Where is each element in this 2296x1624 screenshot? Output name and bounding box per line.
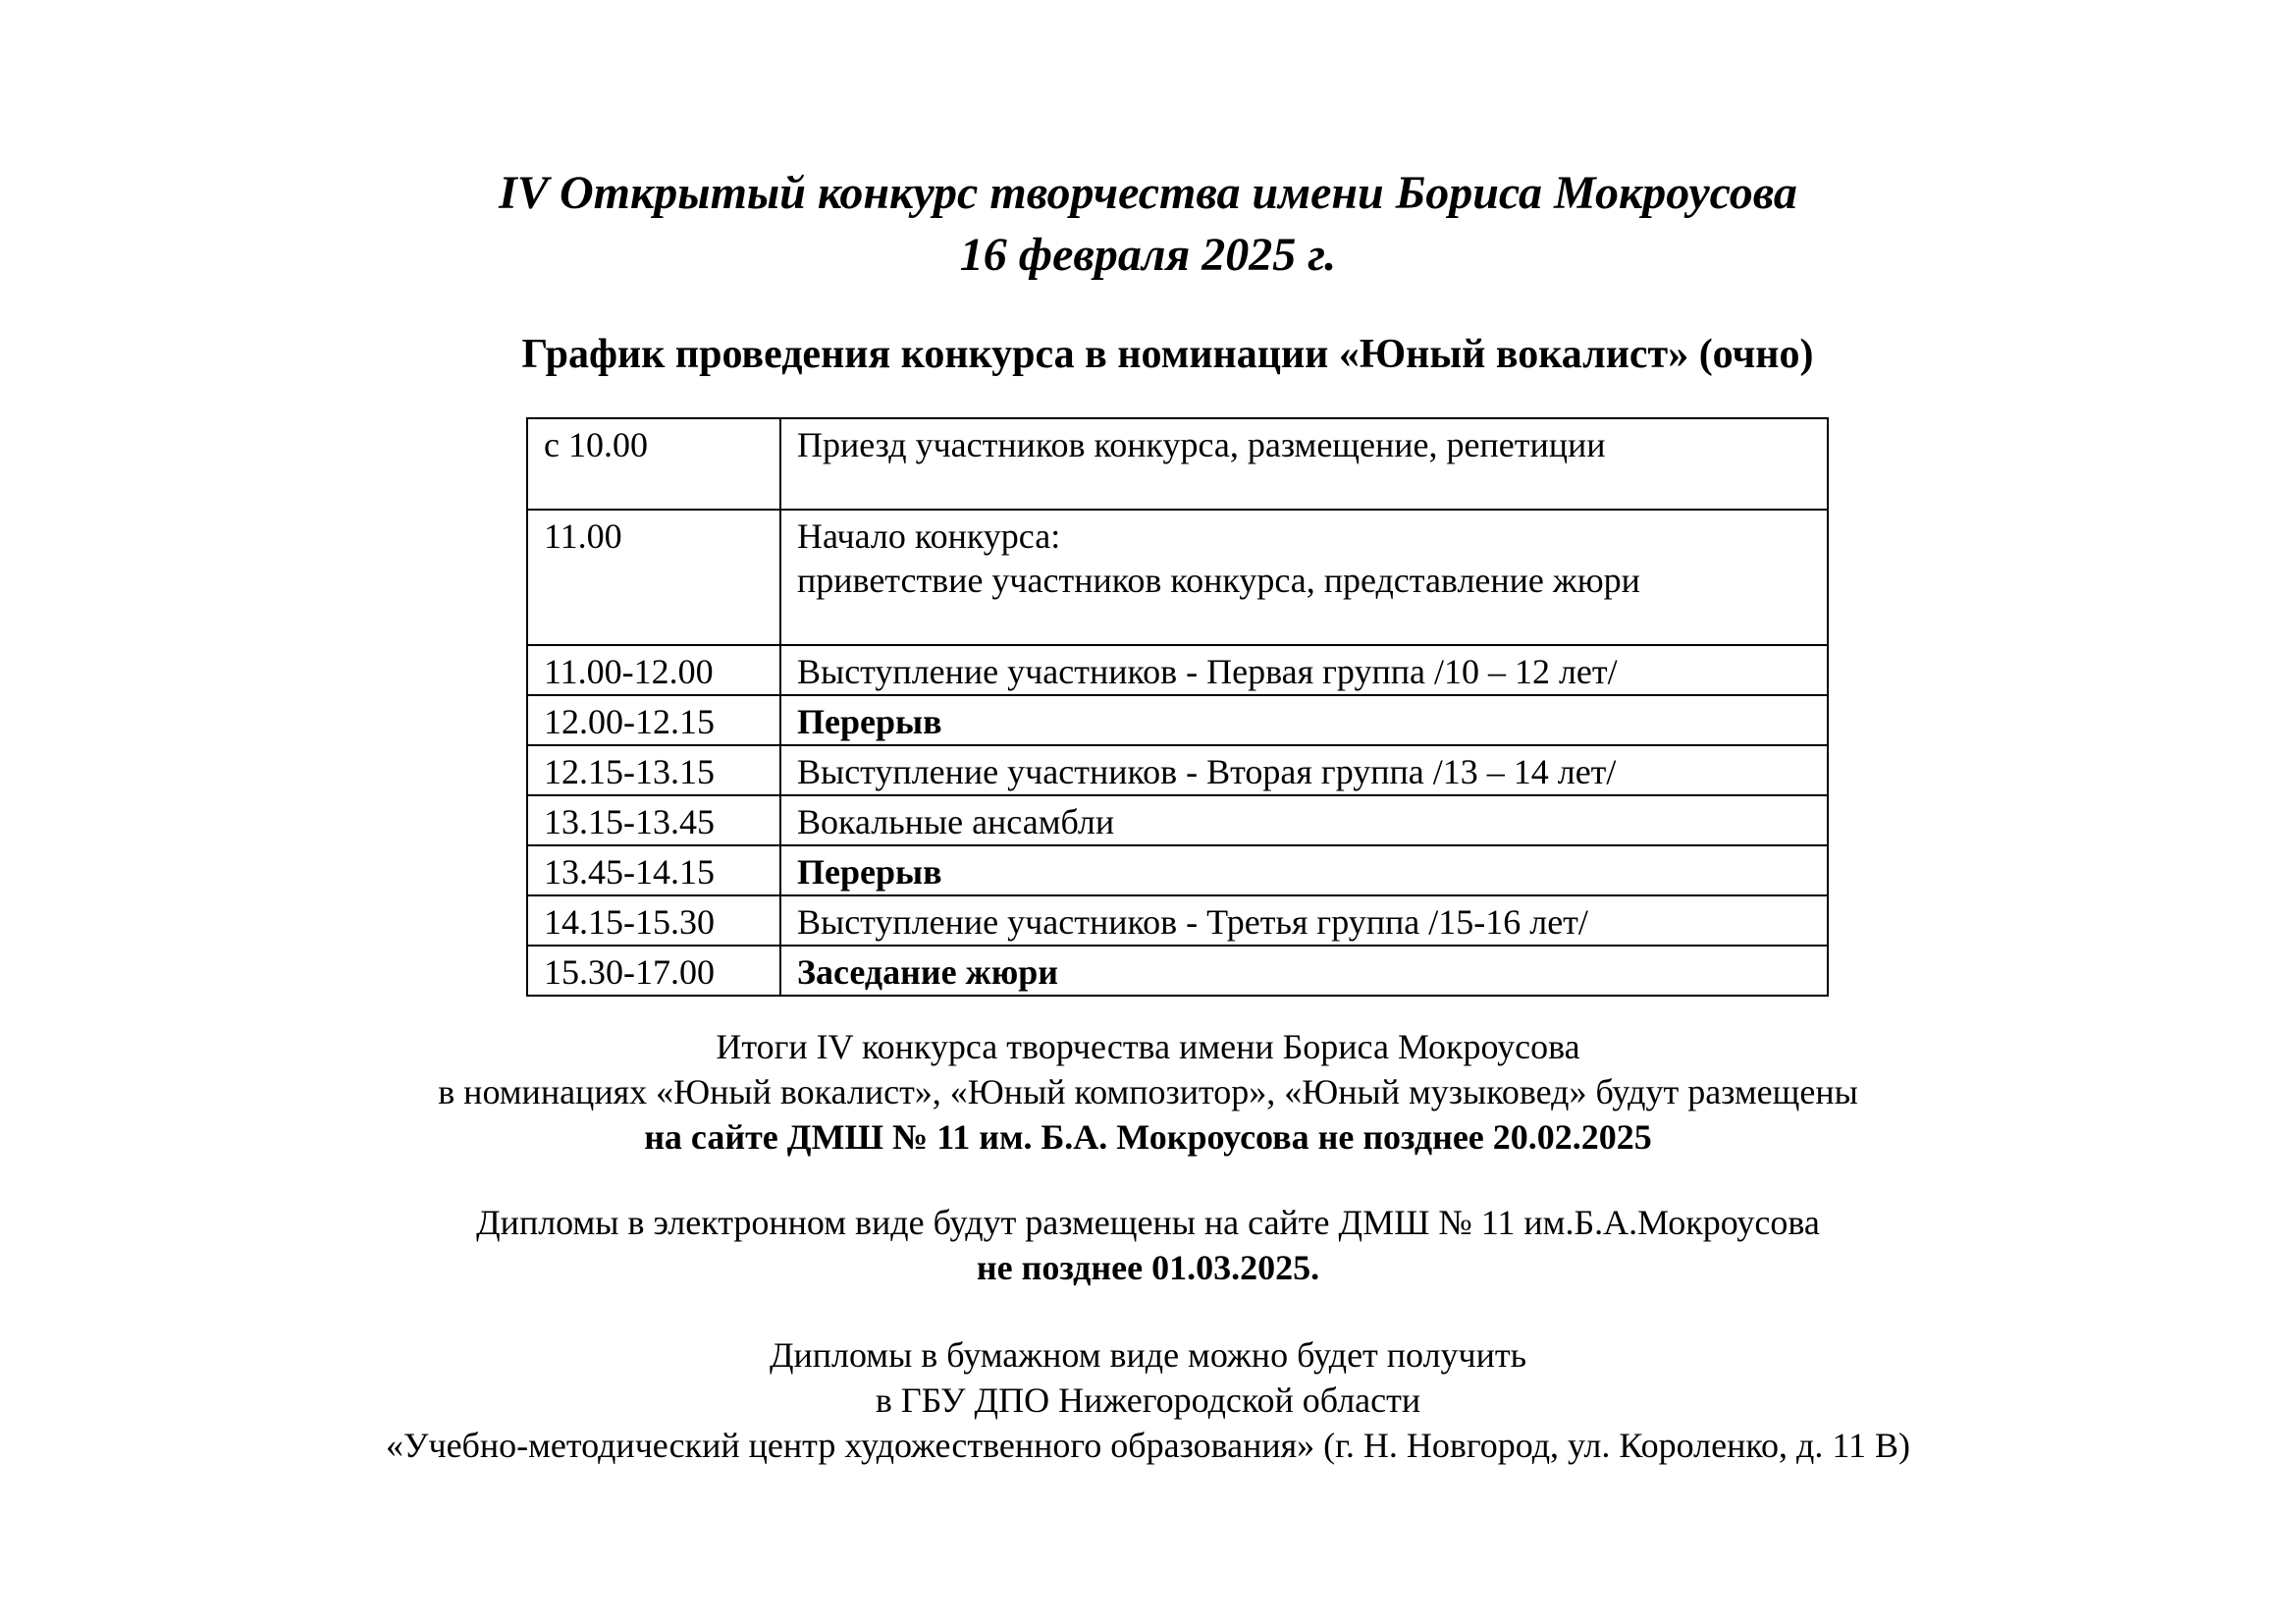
title-line-2: 16 февраля 2025 г. (959, 229, 1337, 281)
event-text: Приезд участников конкурса, размещение, репетиции (797, 425, 1606, 464)
electronic-diplomas-notice (0, 1200, 2296, 1290)
paper-diplomas-line-1: Дипломы в бумажном виде можно будет получить (769, 1335, 1527, 1375)
title-line-1: IV Открытый конкурс творчества имени Бориса Мокроусова (499, 167, 1797, 219)
event-text: Выступление участников - Третья группа /15-16 лет/ (797, 902, 1588, 942)
results-line-1: Итоги IV конкурса творчества имени Бориса Мокроусова (716, 1027, 1580, 1066)
time-cell: 12.00-12.15 (527, 695, 780, 745)
time-cell: 14.15-15.30 (527, 895, 780, 946)
time-cell: 15.30-17.00 (527, 946, 780, 996)
table-row (527, 510, 1828, 645)
time-cell: 11.00-12.00 (527, 645, 780, 695)
paper-diplomas-line-2: в ГБУ ДПО Нижегородской области (875, 1380, 1421, 1420)
results-line-3: на сайте ДМШ № 11 им. Б.А. Мокроусова не позднее 20.02.2025 (644, 1117, 1652, 1157)
event-text: Выступление участников - Первая группа /10 – 12 лет/ (797, 652, 1618, 691)
event-cell (780, 645, 1828, 695)
event-cell (780, 745, 1828, 795)
table-row (527, 645, 1828, 695)
event-cell (780, 895, 1828, 946)
event-text: Начало конкурса: (797, 516, 1061, 556)
table-row (527, 845, 1828, 895)
event-cell (780, 795, 1828, 845)
table-row (527, 946, 1828, 996)
table-row (527, 795, 1828, 845)
table-row (527, 745, 1828, 795)
event-cell (780, 510, 1828, 645)
event-text: Заседание жюри (797, 952, 1058, 992)
event-text: Вокальные ансамбли (797, 802, 1115, 841)
time-cell: 12.15-13.15 (527, 745, 780, 795)
event-cell (780, 946, 1828, 996)
event-cell (780, 695, 1828, 745)
paper-diplomas-notice (0, 1332, 2296, 1468)
paper-diplomas-line-3: «Учебно-методический центр художественного образования» (г. Н. Новгород, ул. Короленко, д. 11 В) (385, 1426, 1910, 1465)
event-text: приветствие участников конкурса, представление жюри (797, 561, 1640, 600)
event-text: Выступление участников - Вторая группа /13 – 14 лет/ (797, 752, 1617, 791)
document-title (0, 162, 2296, 286)
table-row (527, 695, 1828, 745)
event-text: Перерыв (797, 852, 942, 892)
electronic-diplomas-line-2: не позднее 01.03.2025. (976, 1248, 1320, 1287)
schedule-heading: График проведения конкурса в номинации «Юный вокалист» (очно) (521, 332, 1814, 377)
event-text: Перерыв (797, 702, 942, 741)
time-cell: 13.15-13.45 (527, 795, 780, 845)
electronic-diplomas-line-1: Дипломы в электронном виде будут размещены на сайте ДМШ № 11 им.Б.А.Мокроусова (476, 1203, 1820, 1242)
table-row (527, 895, 1828, 946)
results-line-2: в номинациях «Юный вокалист», «Юный композитор», «Юный музыковед» будут размещены (438, 1072, 1858, 1111)
table-row (527, 418, 1828, 510)
event-cell (780, 418, 1828, 510)
event-cell (780, 845, 1828, 895)
schedule-table (526, 417, 1829, 997)
time-cell: с 10.00 (527, 418, 780, 510)
time-cell: 13.45-14.15 (527, 845, 780, 895)
time-cell: 11.00 (527, 510, 780, 645)
results-notice (0, 1024, 2296, 1160)
